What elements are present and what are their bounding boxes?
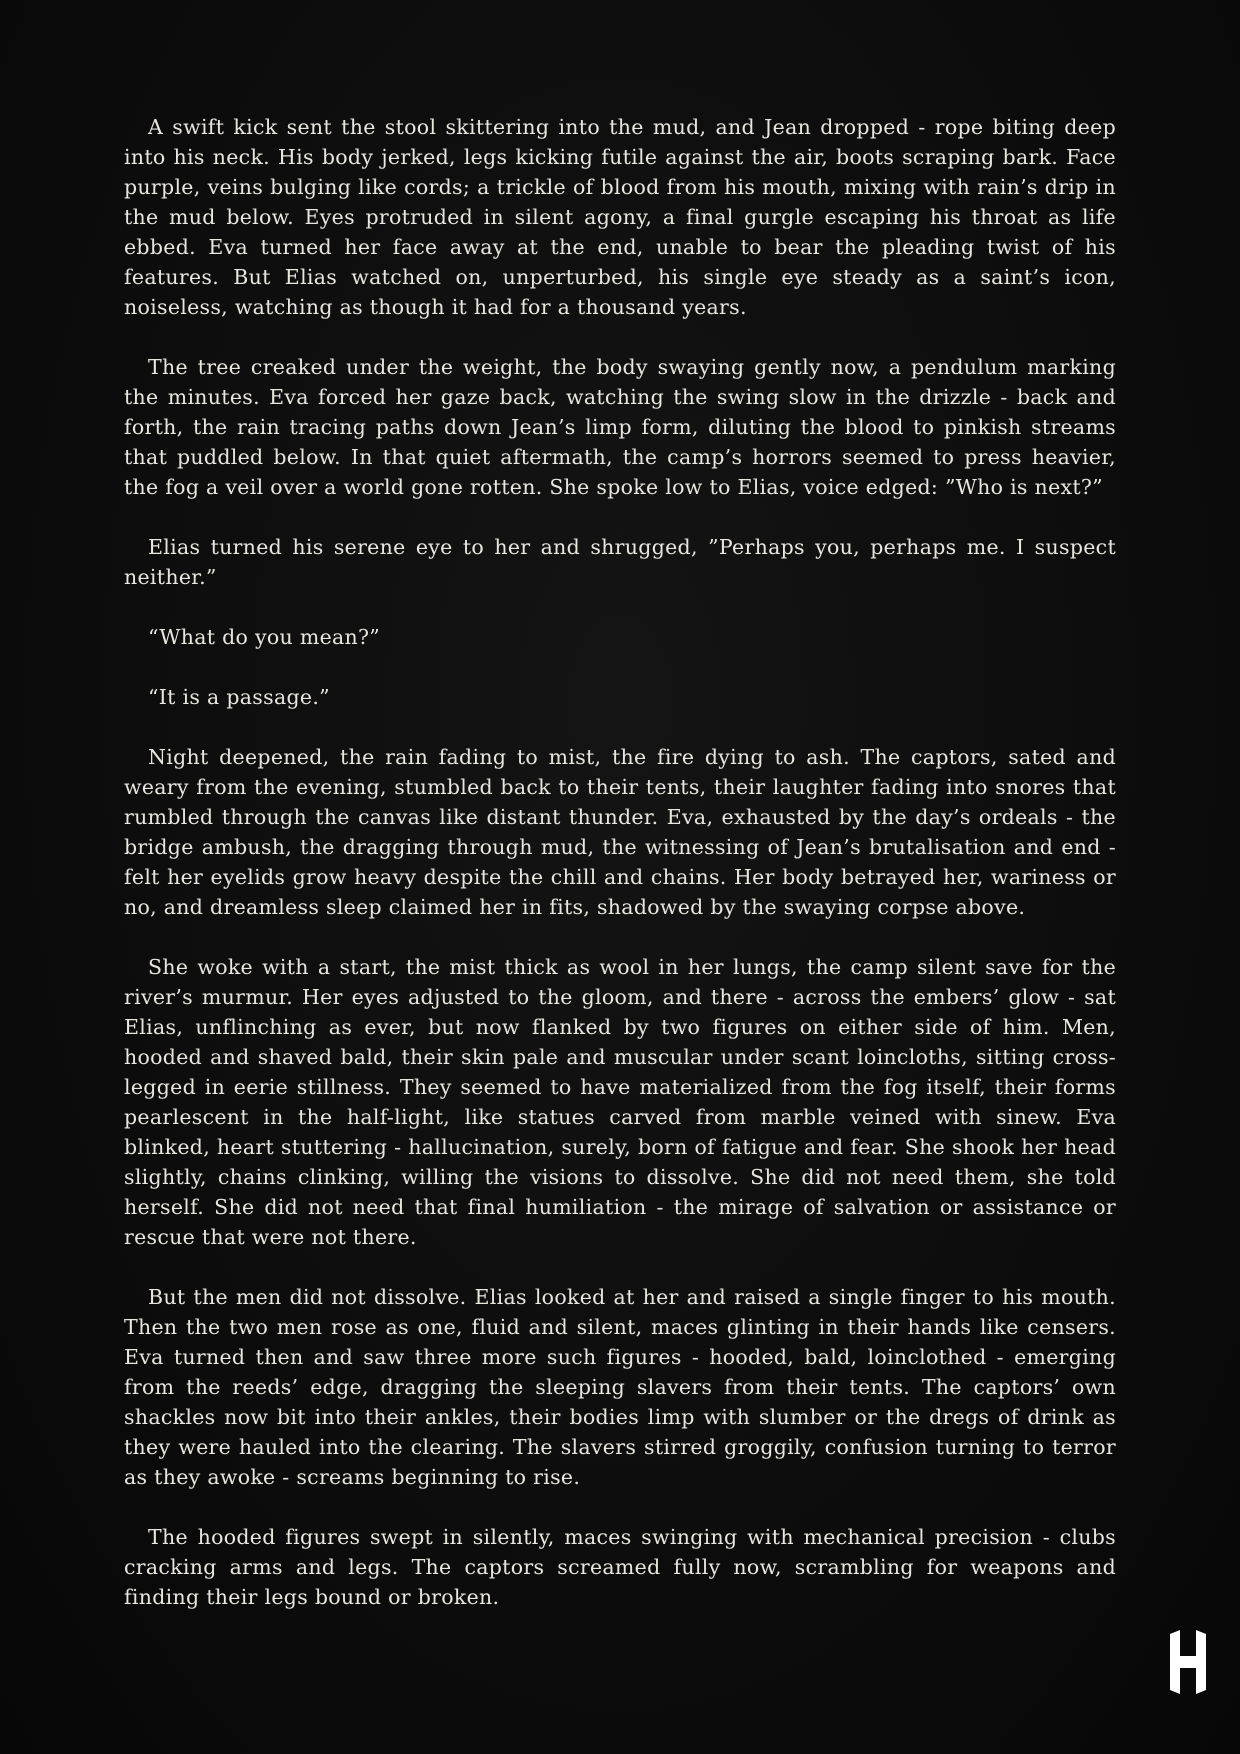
paragraph-2: The tree creaked under the weight, the body swaying gently now, a pendulum marking the minutes. Eva forced her gaze back, watching the swing slow in the drizzle - back and forth, the rain tracing paths down Jean’s limp form, diluting the blood to pinkish streams that puddled below. In that quiet aftermath, the camp’s horrors seemed to press heavier, the fog a veil over a world gone rotten. She spoke low to Elias, voice edged: ”Who is next?” bbox=[124, 355, 1116, 499]
h-monogram-logo-icon bbox=[1166, 1630, 1210, 1694]
paragraph-6: Night deepened, the rain fading to mist, the fire dying to ash. The captors, sated and weary from the evening, stumbled back to their tents, their laughter fading into snores that rumbled through the canvas like distant thunder. Eva, exhausted by the day’s ordeals - the bridge ambush, the dragging through mud, the witnessing of Jean’s brutalisation and end - felt her eyelids grow heavy despite the chill and chains. Her body betrayed her, wariness or no, and dreamless sleep claimed her in fits, shadowed by the swaying corpse above. bbox=[124, 745, 1116, 919]
paragraph-7: She woke with a start, the mist thick as wool in her lungs, the camp silent save for the river’s murmur. Her eyes adjusted to the gloom, and there - across the embers’ glow - sat Elias, unflinching as ever, but now flanked by two figures on either side of him. Men, hooded and shaved bald, their skin pale and muscular under scant loincloths, sitting cross-legged in eerie stillness. They seemed to have materialized from the fog itself, their forms pearlescent in the half-light, like statues carved from marble veined with sinew. Eva blinked, heart stuttering - hallucination, surely, born of fatigue and fear. She shook her head slightly, chains clinking, willing the visions to dissolve. She did not need them, she told herself. She did not need that final humiliation - the mirage of salvation or assistance or rescue that were not there. bbox=[124, 955, 1116, 1249]
paragraph-8: But the men did not dissolve. Elias looked at her and raised a single finger to his mouth. Then the two men rose as one, fluid and silent, maces glinting in their hands like censers. Eva turned then and saw three more such figures - hooded, bald, loinclothed - emerging from the reeds’ edge, dragging the sleeping slavers from their tents. The captors’ own shackles now bit into their ankles, their bodies limp with slumber or the dregs of drink as they were hauled into the clearing. The slavers stirred groggily, confusion turning to terror as they awoke - screams beginning to rise. bbox=[124, 1285, 1116, 1489]
paragraph-3: Elias turned his serene eye to her and shrugged, ”Perhaps you, perhaps me. I suspect neither.” bbox=[124, 535, 1116, 589]
story-text bbox=[124, 112, 1116, 1642]
paragraph-9: The hooded figures swept in silently, maces swinging with mechanical precision - clubs cracking arms and legs. The captors screamed fully now, scrambling for weapons and finding their legs bound or broken. bbox=[124, 1525, 1116, 1609]
paragraph-5: “It is a passage.” bbox=[148, 685, 330, 709]
paragraph-4: “What do you mean?” bbox=[148, 625, 381, 649]
paragraph-1: A swift kick sent the stool skittering into the mud, and Jean dropped - rope biting deep into his neck. His body jerked, legs kicking futile against the air, boots scraping bark. Face purple, veins bulging like cords; a trickle of blood from his mouth, mixing with rain’s drip in the mud below. Eyes protruded in silent agony, a final gurgle escaping his throat as life ebbed. Eva turned her face away at the end, unable to bear the pleading twist of his features. But Elias watched on, unperturbed, his single eye steady as a saint’s icon, noiseless, watching as though it had for a thousand years. bbox=[124, 115, 1116, 319]
